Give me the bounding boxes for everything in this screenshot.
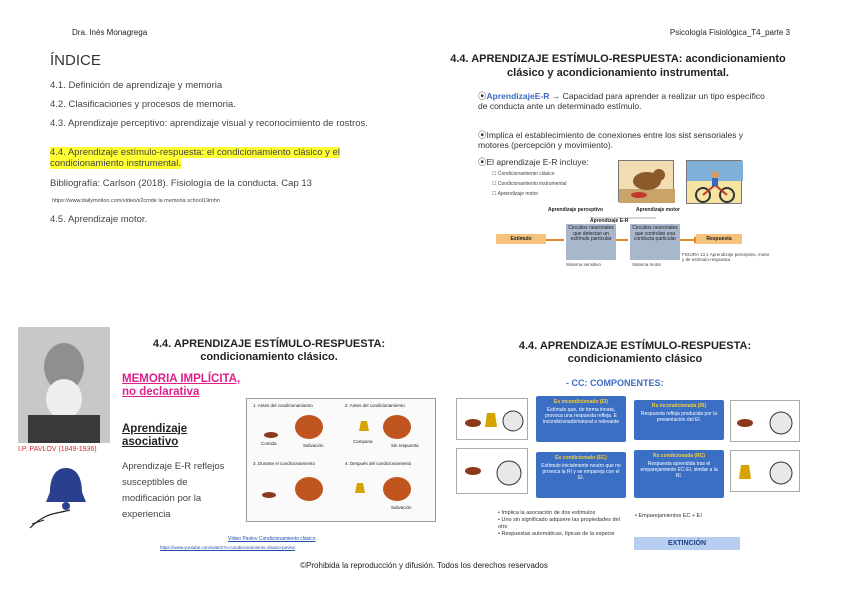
- er-bullet-1: [478, 91, 768, 111]
- pavlov-video-title[interactable]: Vídeo Pavlov Condicionamiento clásico: [228, 536, 316, 542]
- panel-3-title: 3. Durante el condicionamiento: [253, 461, 316, 466]
- er-sub-item-2: ☐ Condicionamiento instrumental: [492, 181, 567, 187]
- pavlov-portrait: [18, 327, 110, 443]
- ri-dog-icon: [731, 401, 801, 443]
- classical-description: Aprendizaje E-R reflejos susceptibles de modificación por la experiencia: [122, 461, 225, 520]
- box-ei-title: Es incondicionado (EI): [554, 399, 608, 405]
- panel-label-sin-respuesta: Sin respuesta: [391, 443, 419, 448]
- conditioning-panels: [246, 398, 436, 522]
- index-item-4: [50, 147, 380, 169]
- diagram-label-perceptivo: Aprendizaje perceptivo: [548, 207, 604, 213]
- diagram-respuesta: Respuesta: [696, 234, 742, 244]
- pavlov-portrait-icon: [18, 327, 110, 443]
- panel-1-title: 1. Antes del condicionamiento: [253, 403, 313, 408]
- er-bullet-2-text: Implica el establecimiento de conexiones entre los sist sensoriales y motores (percepción y movimiento).: [478, 130, 744, 150]
- box-ri: [634, 400, 724, 440]
- pavlov-video-link[interactable]: https://www.youtube.com/watch?v=condicionamiento-clasico-pavlov: [160, 545, 296, 550]
- bell-illustration: [26, 462, 106, 532]
- index-bibliography: Bibliografía: Carlson (2018). Fisiología de la conducta. Cap 13: [50, 178, 312, 189]
- box-ri-text: Respuesta refleja producida por la presentación del EI.: [640, 411, 718, 423]
- panel-label-campana: Campana: [353, 439, 373, 444]
- components-list-item-2: • Uno sin significado adquiere las propiedades del otro: [498, 517, 620, 530]
- memoria-implicita: MEMORIA IMPLÍCITA, no declarativa: [122, 373, 241, 398]
- components-list-item-3: • Respuestas automáticas, típicas de la especie: [498, 531, 615, 537]
- bell-icon: [26, 462, 106, 532]
- er-sub-item-1-text: Condicionamiento clásico: [497, 171, 555, 177]
- index-title: ÍNDICE: [50, 52, 101, 69]
- index-item-1: 4.1. Definición de aprendizaje y memoria: [50, 80, 223, 91]
- index-video-link[interactable]: https://www.dailymotion.com/video/x2cmde la memoria school19mhn: [52, 198, 220, 204]
- er-sub-item-3: ☐ Aprendizaje motor: [492, 191, 539, 197]
- box-rc-text: Respuesta aprendida tras el emparejamiento EC-EI, similar a la RI.: [640, 461, 718, 479]
- ec-dog-icon: [457, 449, 529, 495]
- components-title: 4.4. APRENDIZAJE ESTÍMULO-RESPUESTA: condicionamiento clásico: [518, 340, 752, 365]
- er-bullet-1-bold: AprendizajeE-R: [486, 91, 550, 101]
- box-ei-text: Estímulo que, de forma innata, provoca una respuesta refleja. E incondicionado/natural o relevante: [542, 407, 620, 425]
- er-bullet-3: [478, 157, 618, 167]
- classical-title: 4.4. APRENDIZAJE ESTÍMULO-RESPUESTA: condicionamiento clásico.: [152, 338, 386, 363]
- dog-feeding-icon: [619, 161, 675, 203]
- components-list-item-1-text: Implica la asociación de dos estímulos: [501, 510, 596, 516]
- panel-label-salivacion: Salivación: [303, 443, 324, 448]
- rc-dog-image: [730, 450, 800, 492]
- cyclist-image: [686, 160, 742, 204]
- diagram-label-er: Aprendizaje E-R: [590, 218, 629, 224]
- er-intro-title: 4.4. APRENDIZAJE ESTÍMULO-RESPUESTA: acondicionamiento clásico y acondicionamiento instrumental.: [450, 53, 786, 79]
- index-item-2: 4.2. Clasificaciones y procesos de memoria.: [50, 99, 236, 110]
- bullet-icon: ⦿: [478, 130, 487, 140]
- box-rc-title: Rs condicionada (RC): [653, 453, 705, 459]
- cyclist-icon: [687, 161, 743, 205]
- diagram-box-motor: Circuitos neuronales que controlan una conducta particular: [630, 224, 680, 260]
- ri-dog-image: [730, 400, 800, 442]
- box-ec-title: Es condicionado (EC): [555, 455, 607, 461]
- panel-2-title: 2. Antes del condicionamiento: [345, 403, 405, 408]
- ei-dog-image: [456, 398, 528, 440]
- extincion-label: EXTINCIÓN: [634, 537, 740, 550]
- box-rc: [634, 450, 724, 498]
- bullet-icon: ⦿: [478, 91, 487, 101]
- panel-4-title: 4. Después del condicionamiento: [345, 461, 412, 466]
- box-ri-title: Rs incondicionada (RI): [651, 403, 707, 409]
- box-ec: [536, 452, 626, 498]
- panel-label-comida: Comida: [261, 441, 277, 446]
- aprendizaje-asociativo: Aprendizaje asociativo: [122, 423, 188, 448]
- emparejamientos-text: • Emparejamientos EC + EI: [635, 513, 702, 519]
- diagram-sistema-sensitivo: Sistema sensitivo: [566, 262, 602, 267]
- components-list: [498, 510, 628, 538]
- diagram-figure-caption: FIGURA 13.1 Aprendizaje perceptivo, motor y de estímulo-respuesta.: [682, 252, 770, 262]
- box-ec-text: Estímulo inicialmente neutro que no provoca la RI y se empareja con el EI.: [541, 463, 621, 481]
- components-heading: - CC: COMPONENTES:: [566, 378, 664, 388]
- footer-copyright: ©Prohibida la reproducción y difusión. Todos los derechos reservados: [300, 561, 548, 570]
- components-list-item-3-text: Respuestas automáticas, típicas de la especie: [501, 531, 615, 537]
- rc-dog-icon: [731, 451, 801, 493]
- er-bullet-1-text: → Capacidad para aprender a realizar un tipo específico de conducta ante un determinado estímulo.: [478, 91, 765, 111]
- panel-label-salivacion-2: Salivación: [391, 505, 412, 510]
- index-item-4-highlight: 4.4. Aprendizaje estímulo-respuesta: el condicionamiento clásico y el condicionamiento instrumental.: [50, 147, 340, 169]
- diagram-sistema-motor: Sistema motor: [632, 262, 662, 267]
- er-sub-item-3-text: Aprendizaje motor: [497, 191, 539, 197]
- ei-dog-icon: [457, 399, 529, 441]
- er-sub-item-2-text: Condicionamiento instrumental: [497, 181, 567, 187]
- components-list-item-1: • Implica la asociación de dos estímulos: [498, 510, 596, 516]
- components-list-item-2-text: Uno sin significado adquiere las propiedades del otro: [498, 517, 620, 530]
- er-bullet-3-text: El aprendizaje E-R incluye:: [486, 157, 589, 167]
- header-author: Dra. Inés Monagrega: [72, 28, 148, 37]
- index-item-3: 4.3. Aprendizaje perceptivo: aprendizaje visual y reconocimiento de rostros.: [50, 118, 368, 129]
- bullet-icon: ⦿: [478, 157, 487, 167]
- header-course: Psicología Fisiológica_T4_parte 3: [669, 28, 790, 37]
- er-bullet-2: [478, 130, 768, 150]
- er-sub-item-1: ☐ Condicionamiento clásico: [492, 171, 555, 177]
- pavlov-caption: I.P. PAVLOV (1849-1936): [18, 446, 97, 453]
- box-ei: [536, 396, 626, 442]
- diagram-box-sensory: Circuitos neuronales que detectan un estímulo particular: [566, 224, 616, 260]
- diagram-label-motor: Aprendizaje motor: [636, 207, 680, 213]
- diagram-estimulo: Estímulo: [496, 234, 546, 244]
- dog-feeding-image: [618, 160, 674, 202]
- index-item-5: 4.5. Aprendizaje motor.: [50, 214, 148, 225]
- ec-dog-image: [456, 448, 528, 494]
